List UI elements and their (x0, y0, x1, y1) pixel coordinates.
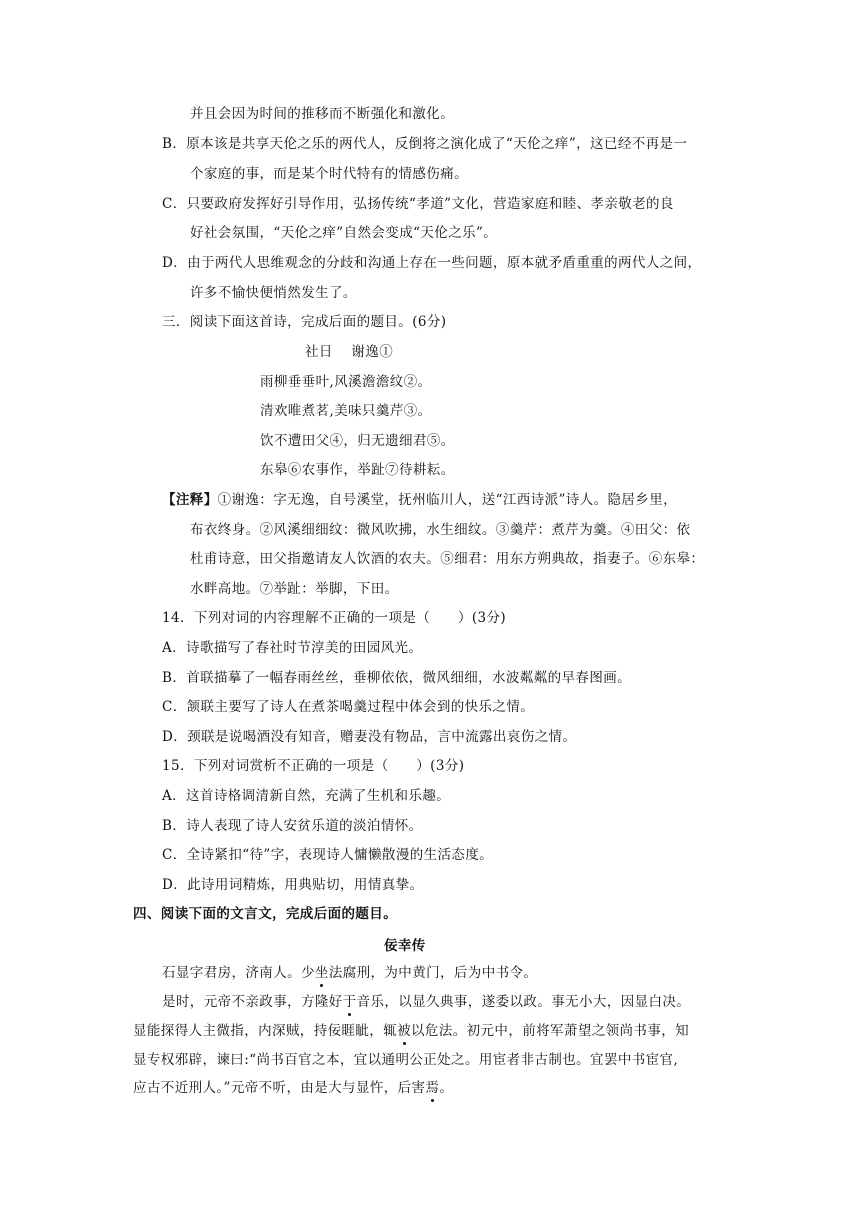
q13-option-b-line2: 个家庭的事，而是某个时代特有的情感伤痛。 (190, 166, 468, 182)
notes-line-2: 布衣终身。②风溪细细纹：微风吹拂，水生细纹。③羹芹：煮芹为羹。④田父：依 (190, 522, 691, 538)
notes-line-3: 杜甫诗意，田父指邀请友人饮酒的农夫。⑤细君：用东方朔典故，指妻子。⑥东皋： (190, 551, 705, 567)
notes-line-1 (162, 491, 677, 509)
poem-title: 社日 谢逸① (305, 344, 394, 360)
emphasis-char-yan: 焉 (425, 1080, 440, 1096)
notes-label: 【注释】 (162, 492, 218, 508)
passage-para-1 (162, 964, 537, 982)
passage-para-2-line-3: 显专权邪辟，谏曰:“尚书百官之本，宜以通明公正处之。用宦者非古制也。宜罢中书宦官, (133, 1052, 679, 1068)
poem-line-1: 雨柳垂垂叶,风溪澹澹纹②。 (260, 374, 432, 390)
q15-stem: 15．下列对词赏析不正确的一项是（ ）(3分) (162, 758, 465, 774)
q14-option-b: B．首联描摹了一幅春雨丝丝，垂柳依依，微风细细，水波粼粼的早春图画。 (162, 670, 632, 686)
notes-line-4: 水畔高地。⑦举趾：举脚，下田。 (190, 581, 399, 597)
passage-para-2-line-1 (162, 993, 690, 1011)
q15-option-c: C．全诗紧扣“待”字，表现诗人慵懒散漫的生活态度。 (162, 847, 494, 863)
passage-para-2-line-4 (133, 1079, 453, 1097)
q14-option-c: C．颔联主要写了诗人在煮茶喝羹过程中体会到的快乐之情。 (162, 699, 535, 715)
poem-line-3: 饮不遭田父④，归无遗细君⑤。 (260, 433, 455, 449)
passage-text: 。 (439, 1080, 454, 1096)
q13-option-c-line2: 好社会氛围，“天伦之痒”自然会变成“天伦之乐”。 (190, 225, 498, 241)
notes-text-1: ①谢逸：字无逸，自号溪堂，抚州临川人，送“江西诗派”诗人。隐居乡里， (217, 492, 678, 508)
emphasis-char-yu: 于 (342, 994, 357, 1010)
q15-option-a: A．这首诗格调清新自然，充满了生机和乐趣。 (162, 788, 451, 804)
passage-text: 法腐刑，为中黄门，后为中书令。 (328, 965, 538, 981)
q13-option-d-line1: D．由于两代人思维观念的分歧和沟通上存在一些问题，原本就矛盾重重的两代人之间， (162, 255, 702, 271)
poem-line-2: 清欢唯煮茗,美味只羹芹③。 (260, 403, 432, 419)
q14-option-a: A．诗歌描写了春社时节淳美的田园风光。 (162, 640, 423, 656)
section-4-heading: 四、阅读下面的文言文，完成后面的题目。 (133, 906, 398, 922)
poem-line-4: 东皋⑥农事作，举趾⑦待耕耘。 (260, 462, 455, 478)
passage-text: 是时，元帝不亲政事，方隆好 (162, 994, 343, 1010)
q14-option-d: D．颈联是说喝酒没有知音，赠妻没有物品，言中流露出哀伤之情。 (162, 729, 577, 745)
passage-para-2-line-2 (133, 1022, 689, 1040)
passage-title: 佞幸传 (384, 938, 426, 954)
passage-text: 显能探得人主微指，内深贼，持佞睚眦，辄 (133, 1023, 398, 1039)
emphasis-char-bei: 被 (397, 1023, 412, 1039)
section-3-heading: 三．阅读下面这首诗，完成后面的题目。(6分) (162, 314, 447, 330)
q13-option-c-line1: C．只要政府发挥好引导作用，弘扬传统“孝道”文化，营造家庭和睦、孝亲敬老的良 (162, 196, 674, 212)
q13-option-a-tail: 并且会因为时间的推移而不断强化和激化。 (190, 106, 455, 122)
emphasis-char-zuo: 坐 (314, 965, 329, 981)
q14-stem: 14．下列对词的内容理解不正确的一项是（ ）(3分) (162, 610, 507, 626)
passage-text: 应古不近刑人。”元帝不听，由是大与显忤，后害 (133, 1080, 426, 1096)
passage-text: 石显字君房，济南人。少 (162, 965, 315, 981)
q13-option-b-line1: B．原本该是共享天伦之乐的两代人，反倒将之演化成了“天伦之痒”，这已经不再是一 (162, 136, 688, 152)
q15-option-d: D．此诗用词精炼，用典贴切，用情真挚。 (162, 877, 424, 893)
passage-text: 以危法。初元中，前将军萧望之领尚书事，知 (411, 1023, 690, 1039)
q15-option-b: B．诗人表现了诗人安贫乐道的淡泊情怀。 (162, 818, 423, 834)
q13-option-d-line2: 许多不愉快便悄然发生了。 (190, 285, 357, 301)
passage-text: 音乐，以显久典事，遂委以政。事无小大，因显白决。 (356, 994, 691, 1010)
